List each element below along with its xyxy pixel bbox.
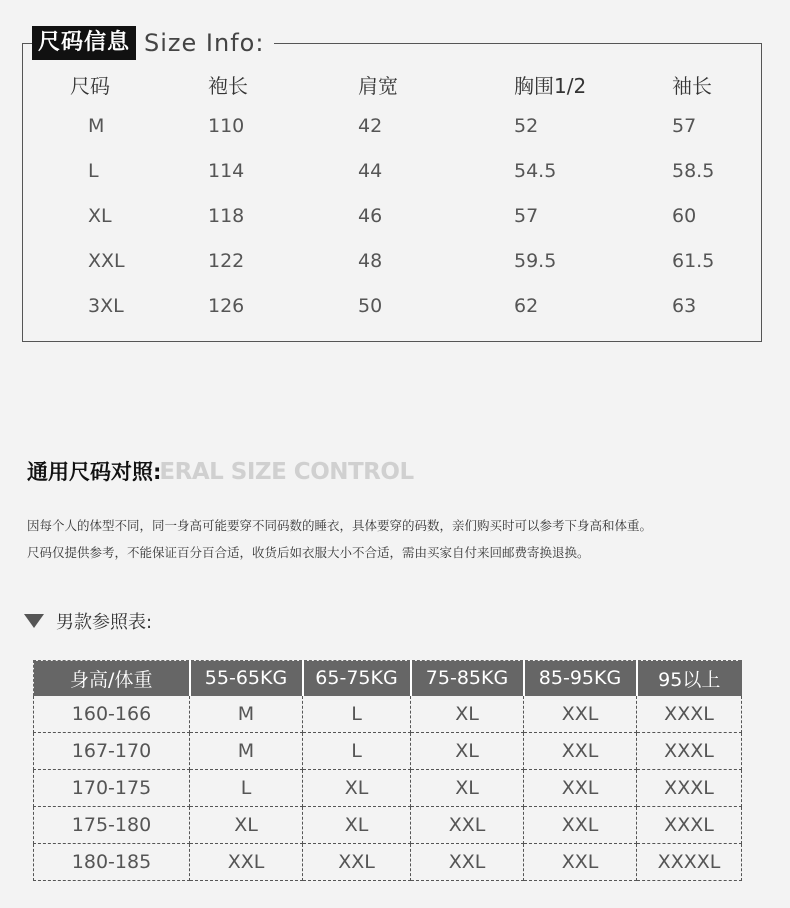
ref-table-row xyxy=(34,696,742,733)
size-table-row xyxy=(22,160,762,205)
ref-cell: L xyxy=(190,770,303,807)
size-cell: 118 xyxy=(208,205,245,227)
size-cell: 48 xyxy=(358,250,383,272)
size-cell: M xyxy=(88,115,105,137)
general-title-en: ERAL SIZE CONTROL xyxy=(159,459,414,485)
ref-cell: M xyxy=(190,733,303,770)
general-title-cn: 通用尺码对照: xyxy=(27,460,162,484)
ref-cell: XL xyxy=(411,696,524,733)
men-chart-title-text: 男款参照表: xyxy=(56,612,153,633)
ref-cell: XXXL xyxy=(637,770,742,807)
men-reference-table xyxy=(33,660,742,881)
size-cell: 61.5 xyxy=(672,250,715,272)
ref-table-header-row xyxy=(34,661,742,696)
ref-cell: XL xyxy=(411,733,524,770)
size-cell: 57 xyxy=(514,205,539,227)
ref-cell: 170-175 xyxy=(34,770,190,807)
size-table-row xyxy=(22,250,762,295)
size-info-header xyxy=(32,24,274,62)
size-cell: 50 xyxy=(358,295,383,317)
ref-table-row xyxy=(34,807,742,844)
ref-header-cell: 身高/体重 xyxy=(34,661,190,696)
size-cell: 122 xyxy=(208,250,245,272)
size-cell: XXL xyxy=(88,250,125,272)
ref-header-cell: 65-75KG xyxy=(303,661,411,696)
ref-cell: XXXL xyxy=(637,696,742,733)
ref-table-row xyxy=(34,733,742,770)
general-description-line: 因每个人的体型不同，同一身高可能要穿不同码数的睡衣，具体要穿的码数，亲们购买时可以参考下身高和体重。 xyxy=(27,518,653,533)
ref-table-row xyxy=(34,844,742,881)
size-cell: 44 xyxy=(358,160,383,182)
size-table-row xyxy=(22,115,762,160)
size-cell: 42 xyxy=(358,115,383,137)
size-header-cell: 肩宽 xyxy=(358,74,398,98)
size-cell: 59.5 xyxy=(514,250,557,272)
size-cell: 63 xyxy=(672,295,697,317)
size-table-row xyxy=(22,205,762,250)
size-info-title-cn: 尺码信息 xyxy=(32,26,136,60)
size-cell: 60 xyxy=(672,205,697,227)
ref-cell: XL xyxy=(303,770,411,807)
general-size-title xyxy=(27,456,414,486)
men-chart-title xyxy=(24,608,152,634)
general-description-line: 尺码仅提供参考，不能保证百分百合适，收货后如衣服大小不合适，需由买家自付来回邮费寄换退换。 xyxy=(27,545,590,560)
size-info-table xyxy=(22,70,762,340)
ref-cell: 175-180 xyxy=(34,807,190,844)
ref-header-cell: 85-95KG xyxy=(524,661,637,696)
size-cell: 58.5 xyxy=(672,160,715,182)
size-info-title-en: Size Info: xyxy=(144,29,265,57)
size-header-cell: 胸围1/2 xyxy=(514,74,587,98)
size-header-cell: 袍长 xyxy=(208,74,248,98)
size-cell: XL xyxy=(88,205,112,227)
ref-cell: XXL xyxy=(524,770,637,807)
size-cell: 110 xyxy=(208,115,245,137)
size-cell: 62 xyxy=(514,295,539,317)
ref-cell: L xyxy=(303,696,411,733)
general-description xyxy=(27,512,777,566)
ref-cell: XXL xyxy=(524,733,637,770)
ref-cell: L xyxy=(303,733,411,770)
ref-cell: XXXL xyxy=(637,807,742,844)
ref-header-cell: 95以上 xyxy=(637,661,742,696)
ref-cell: 180-185 xyxy=(34,844,190,881)
ref-cell: XXL xyxy=(190,844,303,881)
size-cell: L xyxy=(88,160,99,182)
ref-cell: 167-170 xyxy=(34,733,190,770)
ref-table-row xyxy=(34,770,742,807)
ref-cell: M xyxy=(190,696,303,733)
ref-cell: XL xyxy=(303,807,411,844)
size-cell: 52 xyxy=(514,115,539,137)
ref-cell: XXL xyxy=(524,844,637,881)
size-cell: 57 xyxy=(672,115,697,137)
ref-cell: XL xyxy=(411,770,524,807)
ref-cell: XXL xyxy=(411,807,524,844)
ref-header-cell: 55-65KG xyxy=(190,661,303,696)
size-cell: 114 xyxy=(208,160,245,182)
size-table-row xyxy=(22,295,762,340)
size-cell: 46 xyxy=(358,205,383,227)
ref-cell: XXL xyxy=(411,844,524,881)
size-cell: 3XL xyxy=(88,295,124,317)
ref-header-cell: 75-85KG xyxy=(411,661,524,696)
size-table-header-row xyxy=(22,70,762,115)
ref-cell: XXL xyxy=(524,807,637,844)
size-header-cell: 尺码 xyxy=(70,74,110,98)
ref-cell: XL xyxy=(190,807,303,844)
size-cell: 54.5 xyxy=(514,160,557,182)
size-header-cell: 袖长 xyxy=(672,74,712,98)
triangle-down-icon xyxy=(24,614,44,628)
ref-cell: XXL xyxy=(303,844,411,881)
ref-cell: XXL xyxy=(524,696,637,733)
ref-cell: XXXXL xyxy=(637,844,742,881)
ref-cell: 160-166 xyxy=(34,696,190,733)
size-cell: 126 xyxy=(208,295,245,317)
ref-cell: XXXL xyxy=(637,733,742,770)
